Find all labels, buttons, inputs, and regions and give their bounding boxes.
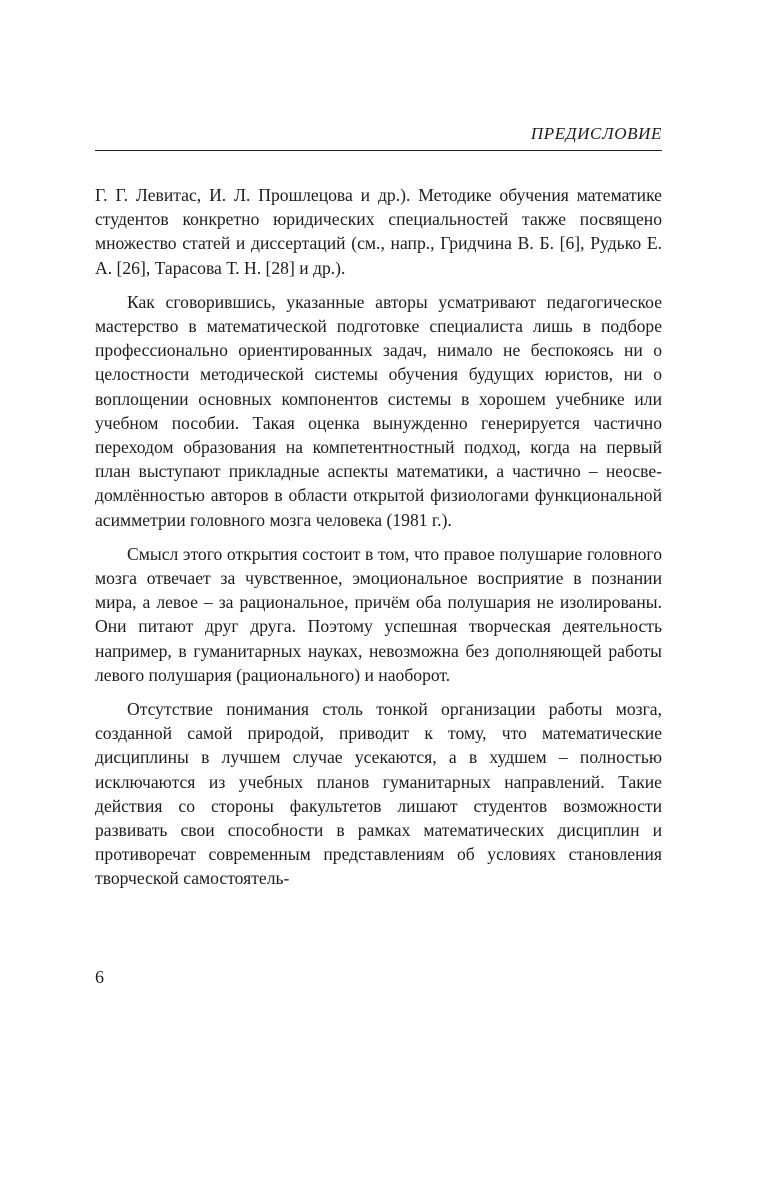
book-page bbox=[95, 0, 662, 1182]
paragraph: Как сговорившись, указанные авторы усматривают педагогическое мастерство в математической подготовке специалиста лишь в подборе профессионально ориентированных задач, нимало не беспокоясь ни о целостности методической системы обучения будущих юристов, ни о воплощении основных компонентов системы в хорошем учебнике или учебном пособии. Такая оценка вынужденно генерируется частично переходом образования на компетентностный подход, когда на первый план выступают прикладные аспекты математики, а частично – неосведомлённостью авторов в области открытой физиологами функциональной асимметрии головного мозга человека (1981 г.). bbox=[95, 291, 662, 530]
page-number: 6 bbox=[95, 967, 104, 987]
body-text bbox=[95, 183, 662, 901]
running-head-title: ПРЕДИСЛОВИЕ bbox=[530, 124, 662, 143]
paragraph-continued: Г. Г. Левитас, И. Л. Прошлецова и др.). Методике обучения математике студентов конкретно юридических специальностей также посвящено множество статей и диссертаций (см., напр., Гридчина В. Б. [6], Рудько Е. А. [26], Тарасова Т. Н. [28] и др.). bbox=[95, 185, 662, 278]
paragraph: Смысл этого открытия состоит в том, что правое полушарие головного мозга отвечает за чувственное, эмоциональное восприятие в познании мира, а левое – за рациональное, причём оба полушария не изолированы. Они питают друг друга. Поэтому успешная творческая деятельность например, в гуманитарных науках, невозможна без дополняющей работы левого полушария (рационального) и наоборот. bbox=[95, 543, 662, 685]
paragraph: Отсутствие понимания столь тонкой организации работы мозга, созданной самой природой, приводит к тому, что математические дисциплины в лучшем случае усекаются, а в худшем – полностью исключаются из учебных планов гуманитарных направлений. Такие действия со стороны факультетов лишают студентов возможности развивать свои способности в рамках математических дисциплин и противоречат современным представлениям об условиях становления творческой самостоятель- bbox=[95, 699, 662, 889]
header-rule bbox=[95, 150, 662, 151]
